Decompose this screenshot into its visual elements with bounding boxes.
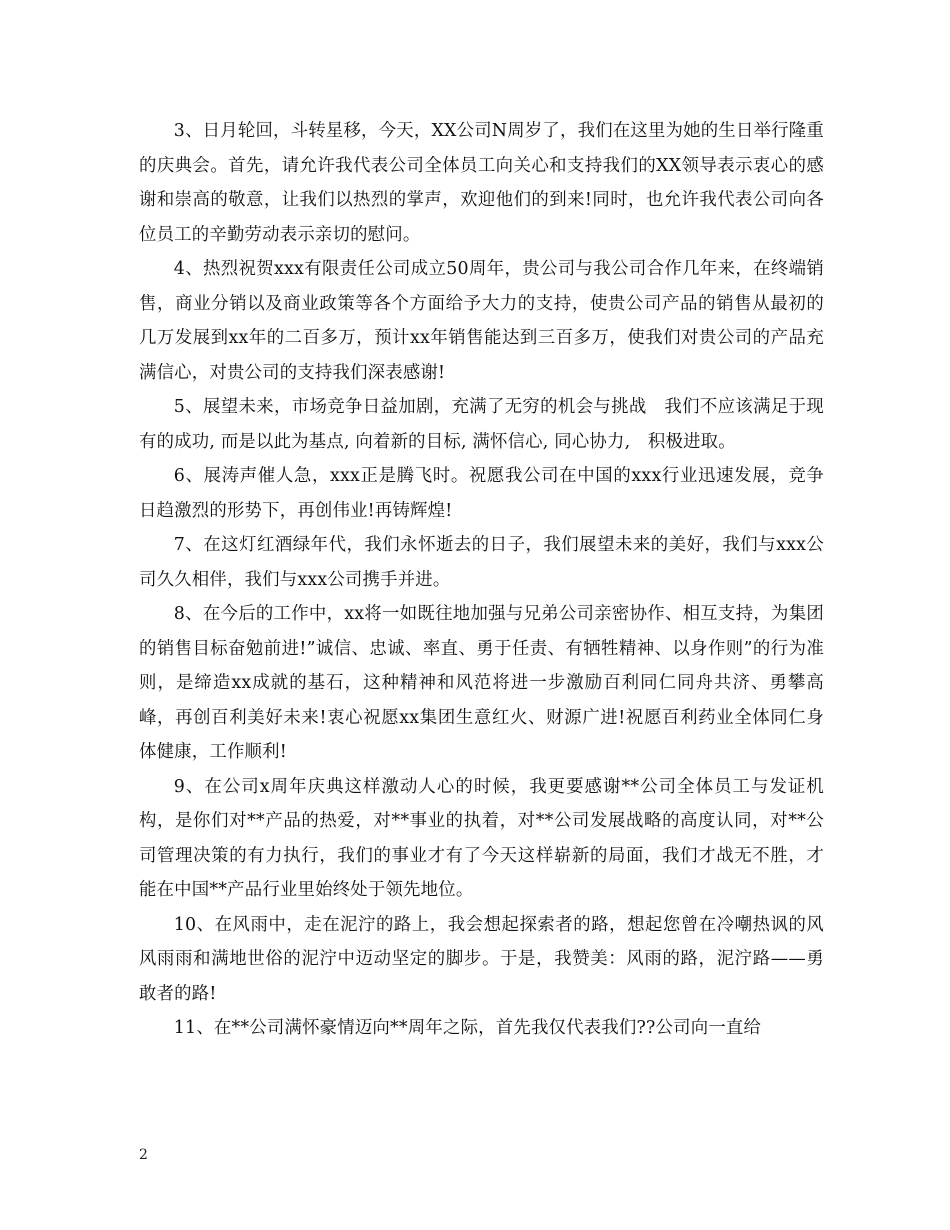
paragraph-4: 4、热烈祝贺xxx有限责任公司成立50周年，贵公司与我公司合作几年来，在终端销售，商业分销以及商业政策等各个方面给予大力的支持，使贵公司产品的销售从最初的几万发展到xx年的二百多万，预计xx年销售能达到三百多万，使我们对贵公司的产品充满信心，对贵公司的支持我们深表感谢! [139,259,824,383]
paragraph-3: 3、日月轮回，斗转星移，今天，XX公司N周岁了，我们在这里为她的生日举行隆重的庆典会。首先，请允许我代表公司全体员工向关心和支持我们的XX领导表示衷心的感谢和崇高的敬意，让我们以热烈的掌声，欢迎他们的到来!同时，也允许我代表公司向各位员工的辛勤劳动表示亲切的慰问。 [139,121,824,245]
paragraph-9: 9、在公司x周年庆典这样激动人心的时候，我更要感谢**公司全体员工与发证机构，是你们对**产品的热爱，对**事业的执着，对**公司发展战略的高度认同，对**公司管理决策的有力执行，我们的事业才有了今天这样崭新的局面，我们才战无不胜，才能在中国**产品行业里始终处于领先地位。 [139,776,824,900]
paragraph-5: 5、展望未来，市场竞争日益加剧，充满了无穷的机会与挑战 我们不应该满足于现有的成功, 而是以此为基点, 向着新的目标, 满怀信心, 同心协力, 积极进取。 [139,397,824,452]
document-body [139,114,824,1046]
paragraph-7: 7、在这灯红酒绿年代，我们永怀逝去的日子，我们展望未来的美好，我们与xxx公司久久相伴，我们与xxx公司携手并进。 [139,535,824,590]
page-number: 2 [139,1147,148,1163]
paragraph-8: 8、在今后的工作中，xx将一如既往地加强与兄弟公司亲密协作、相互支持，为集团的销售目标奋勉前进!”诚信、忠诚、率直、勇于任责、有牺牲精神、以身作则”的行为准则，是缔造xx成就的基石，这种精神和风范将进一步激励百利同仁同舟共济、勇攀高峰，再创百利美好未来!衷心祝愿xx集团生意红火、财源广进!祝愿百利药业全体同仁身体健康，工作顺利! [139,604,824,762]
paragraph-6: 6、展涛声催人急，xxx正是腾飞时。祝愿我公司在中国的xxx行业迅速发展，竞争日趋激烈的形势下，再创伟业!再铸辉煌! [139,466,824,521]
paragraph-11: 11、在**公司满怀豪情迈向**周年之际，首先我仅代表我们??公司向一直给 [173,1018,762,1038]
paragraph-10: 10、在风雨中，走在泥泞的路上，我会想起探索者的路，想起您曾在冷嘲热讽的风风雨雨和满地世俗的泥泞中迈动坚定的脚步。于是，我赞美：风雨的路，泥泞路——勇敢者的路! [139,914,824,1004]
